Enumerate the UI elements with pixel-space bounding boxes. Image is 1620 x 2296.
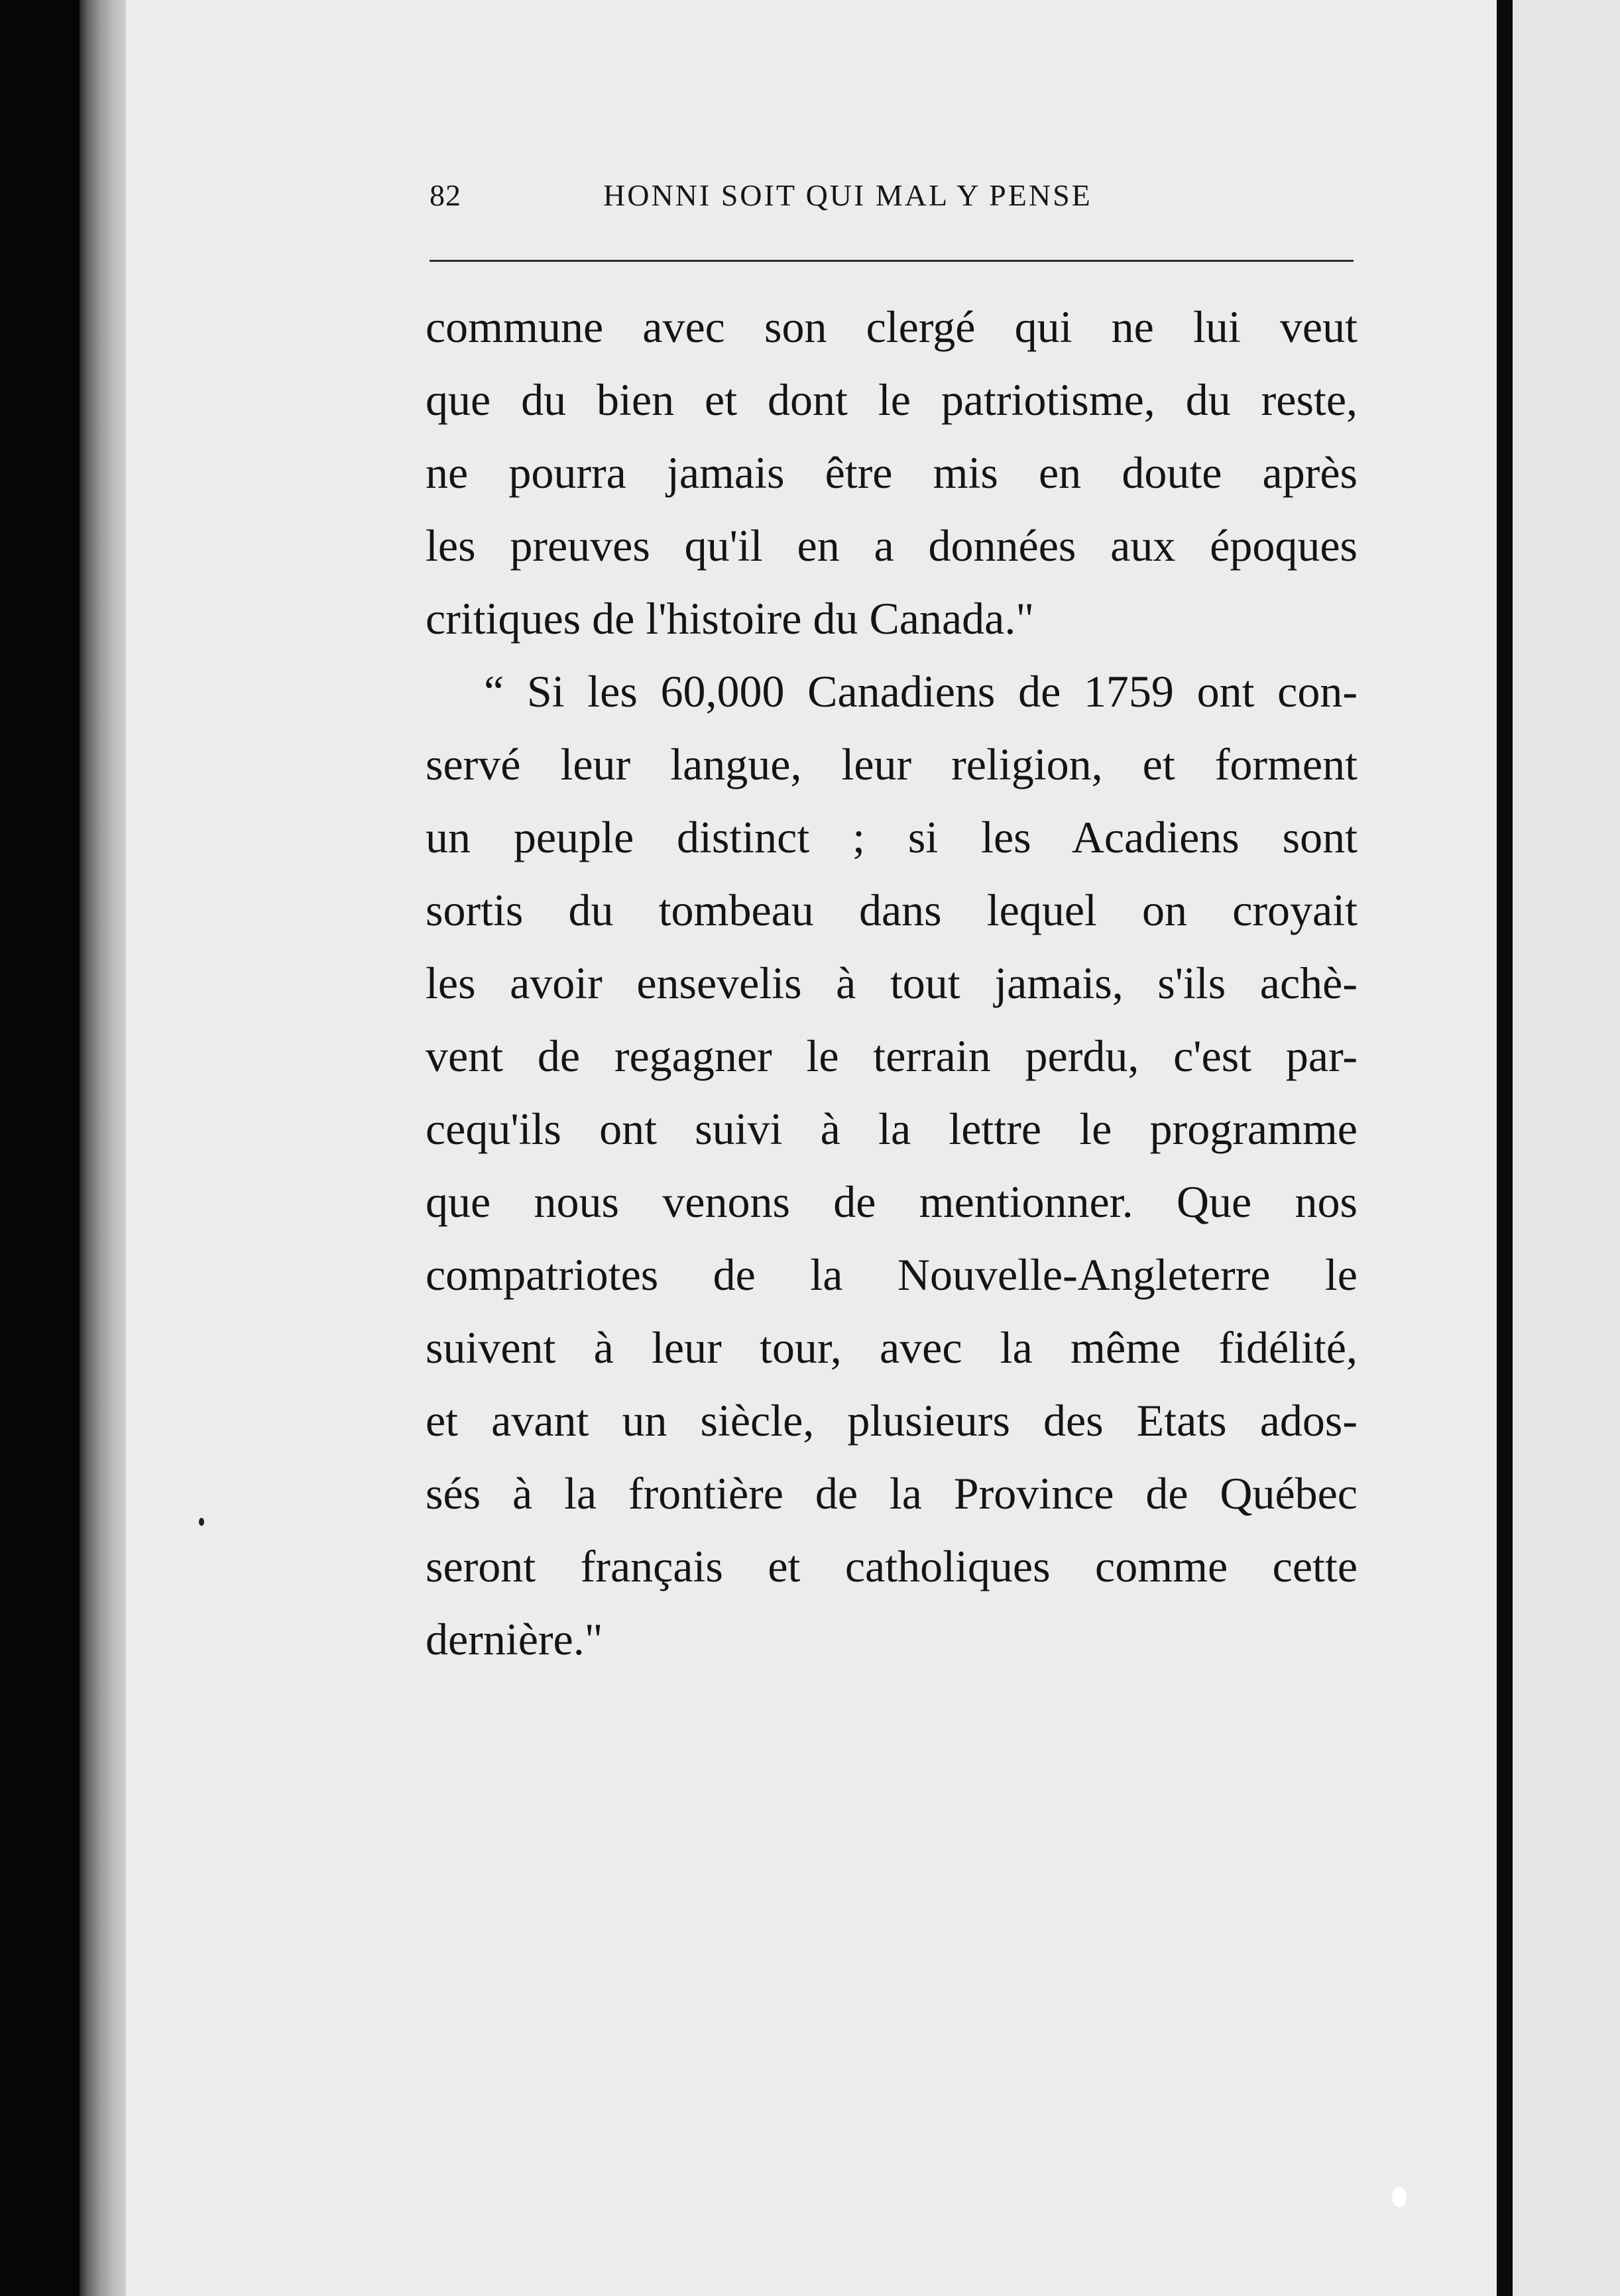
running-title: HONNI SOIT QUI MAL Y PENSE <box>603 178 1092 212</box>
header-rule <box>430 260 1354 262</box>
text-line: les preuves qu'il en a données aux époques <box>426 520 1358 571</box>
text-line: les avoir ensevelis à tout jamais, s'ils achè- <box>426 958 1358 1008</box>
facing-page-edge <box>1513 0 1620 2296</box>
text-line: que du bien et dont le patriotisme, du reste, <box>426 374 1358 425</box>
text-line: ne pourra jamais être mis en doute après <box>426 447 1358 498</box>
text-line: seront français et catholiques comme cette <box>426 1541 1358 1591</box>
scan-speck <box>1392 2187 1407 2207</box>
text-line: sés à la frontière de la Province de Québec <box>426 1468 1358 1519</box>
text-line: dernière." <box>426 1614 603 1664</box>
page-gutter <box>1497 0 1513 2296</box>
text-line: commune avec son clergé qui ne lui veut <box>426 302 1358 352</box>
page-header <box>430 178 1358 224</box>
scan-speck <box>199 1518 204 1526</box>
text-line: que nous venons de mentionner. Que nos <box>426 1177 1358 1227</box>
page-number: 82 <box>430 178 461 212</box>
text-line: “ Si les 60,000 Canadiens de 1759 ont con- <box>484 666 1358 717</box>
text-line: critiques de l'histoire du Canada." <box>426 593 1035 644</box>
body-text <box>426 290 1358 1676</box>
text-line: sortis du tombeau dans lequel on croyait <box>426 885 1358 935</box>
text-line: vent de regagner le terrain perdu, c'est par- <box>426 1031 1358 1081</box>
text-line: un peuple distinct ; si les Acadiens sont <box>426 812 1358 862</box>
text-line: suivent à leur tour, avec la même fidélité, <box>426 1322 1358 1373</box>
text-line: servé leur langue, leur religion, et forment <box>426 739 1358 789</box>
text-line: compatriotes de la Nouvelle-Angleterre le <box>426 1249 1358 1300</box>
text-line: cequ'ils ont suivi à la lettre le programme <box>426 1104 1358 1154</box>
text-line: et avant un siècle, plusieurs des Etats ados- <box>426 1395 1358 1446</box>
book-edge <box>80 0 126 2296</box>
